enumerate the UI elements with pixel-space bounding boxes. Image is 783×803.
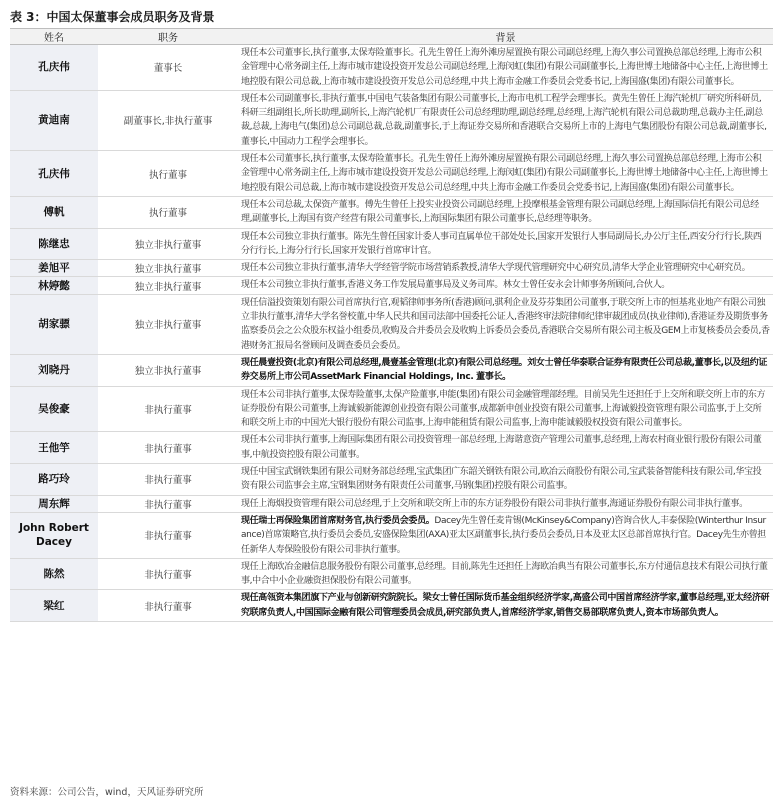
- member-name: 王他竽: [10, 432, 98, 464]
- member-background: 现任本公司董事长,执行董事,太保寿险董事长。孔先生曾任上海外滩房屋置换有限公司副总经理,上海久事公司置换总部总经理,上海市公积金管理中心常务副主任,上海市城市建设投资开发总公司副总经理,上海闵虹(集团)有限公司副董事长,上海世博土地储备中心主任,上海世博土地控股有限公司总裁,上海市城市建设投资开发总公司总经理,中共上海市金融工作委员会党委书记,上海国盛(集团)有限公司董事长。: [238, 151, 773, 197]
- header-role: 职务: [98, 29, 238, 45]
- background-lead: 现任瑞士再保险集团首席财务官,执行委员会委员。: [241, 515, 435, 526]
- member-role: 非执行董事: [98, 512, 238, 558]
- member-name: 梁红: [10, 590, 98, 622]
- member-background: 现任本公司董事长,执行董事,太保寿险董事长。孔先生曾任上海外滩房屋置换有限公司副总经理,上海久事公司置换总部总经理,上海市公积金管理中心常务副主任,上海市城市建设投资开发总公司副总经理,上海闵虹(集团)有限公司副董事长,上海世博土地储备中心主任,上海世博土地控股有限公司总裁,上海市城市建设投资开发总公司总经理,中共上海市金融工作委员会党委书记,上海国盛(集团)有限公司董事长。: [238, 45, 773, 91]
- member-name: 陈继忠: [10, 228, 98, 260]
- member-name: 黄迪南: [10, 90, 98, 150]
- board-members-table: [10, 28, 773, 622]
- member-role: 执行董事: [98, 151, 238, 197]
- member-background: 现任上海烟投资管理有限公司总经理,于上交所和联交所上市的东方证券股份有限公司非执行董事,海通证券股份有限公司非执行董事。: [238, 495, 773, 512]
- member-role: 独立非执行董事: [98, 277, 238, 294]
- table-row: [10, 512, 773, 558]
- table-row: [10, 495, 773, 512]
- member-role: 副董事长,非执行董事: [98, 90, 238, 150]
- member-role: 董事长: [98, 45, 238, 91]
- member-background: 现任本公司独立非执行董事,香港义务工作发展局董事局及义务司库。林女士曾任安永会计师事务所顾问,合伙人。: [238, 277, 773, 294]
- table-row: [10, 90, 773, 150]
- member-role: 执行董事: [98, 196, 238, 228]
- member-background: 现任本公司非执行董事,上海国际集团有限公司投资管理一部总经理,上海谐意资产管理公司董事,总经理,上海农村商业银行股份有限公司董事,中航投资控股有限公司董事。: [238, 432, 773, 464]
- member-background: 现任本公司总裁,太保资产董事。傅先生曾任上投实业投资公司副总经理,上投摩根基金管理有限公司副总经理,上海国际信托有限公司总经理,副董事长,上海国有资产经营有限公司董事长,上海国际集团有限公司董事长,总经理等职务。: [238, 196, 773, 228]
- table-row: [10, 45, 773, 91]
- member-background: 现任信溢投资策划有限公司首席执行官,观韬律师事务所(香港)顾问,骐利企业及芬芬集团公司董事,于联交所上市的恒基兆业地产有限公司独立非执行董事,清华大学名誉校董,中华人民共和国司法部中国委托公证人,香港终审法院律师纪律审裁团成员(执业律师),香港证券及期货事务监察委员会之公众股东权益小组委员,收购及合并委员会及收购上诉委员会委员,香港联合交易所有限公司主板及GEM上市复核委员会委员,香港财务汇报局名誉顾问及调查委员会委员。: [238, 294, 773, 354]
- table-row: [10, 432, 773, 464]
- member-role: 独立非执行董事: [98, 354, 238, 386]
- member-background: 现任本公司独立非执行董事,清华大学经管学院市场营销系教授,清华大学现代管理研究中心研究员,清华大学企业管理研究中心研究员。: [238, 260, 773, 277]
- member-role: 独立非执行董事: [98, 228, 238, 260]
- member-name: John Robert Dacey: [10, 512, 98, 558]
- member-role: 非执行董事: [98, 590, 238, 622]
- table-row: [10, 558, 773, 590]
- member-background: 现任本公司非执行董事,太保寿险董事,太保产险董事,申能(集团)有限公司金融管理部经理。目前吴先生还担任于上交所和联交所上市的东方证券股份有限公司董事,上海诚毅新能源创业投资有限公司董事,成都新申创业投资有限公司董事,上海诚毅投资管理有限公司监事,于上交所和联交所上市的中国光大银行股份有限公司监事,上海申能租赁有限公司监事,上海申能诚毅股权投资有限公司董事长。: [238, 386, 773, 432]
- table-row: [10, 277, 773, 294]
- member-role: 非执行董事: [98, 386, 238, 432]
- table-header-row: [10, 29, 773, 45]
- member-background: 现任中国宝武钢铁集团有限公司财务部总经理,宝武集团广东韶关钢铁有限公司,欧冶云商股份有限公司,宝武装备智能科技有限公司,华宝投资有限公司监事会主席,宝钢集团财务有限责任公司董事,马钢(集团)控股有限公司监事。: [238, 464, 773, 496]
- member-background: 现任本公司副董事长,非执行董事,中国电气装备集团有限公司董事长,上海市电机工程学会理事长。黄先生曾任上海汽轮机厂研究所科研员,科研三组副组长,所长助理,副所长,上海汽轮机厂有限责任公司总经理助理,副总经理,总经理,上海汽轮机有限公司总裁助理,总裁办主任,副总裁,总裁,上海电气(集团)总公司副总裁,总裁,副董事长,于上海证券交易所和香港联合交易所上市的上海电气集团股份有限公司总裁,副董事长,董事长,中国动力工程学会理事长。: [238, 90, 773, 150]
- member-name: 路巧玲: [10, 464, 98, 496]
- member-background: 现任上海欧冶金融信息服务股份有限公司董事,总经理。目前,陈先生还担任上海欧冶典当有限公司董事长,东方付通信息技术有限公司执行董事,中合中小企业融资担保股份有限公司董事。: [238, 558, 773, 590]
- background-rest: Dacey先生曾任麦肯锡(McKinsey&Company)咨询合伙人,丰泰保险(Winterthur Insurance)首席策略官,执行委员会委员,安盛保险集团(AXA)亚太区副董事长,执行委员会委员,日本及亚太区总部首席执行官。Dacey先生亦曾担任新华人寿保险股份有限公司非执行董事。: [241, 515, 766, 555]
- table-row: [10, 464, 773, 496]
- table-row: [10, 151, 773, 197]
- member-background: [238, 512, 773, 558]
- member-name: 周东辉: [10, 495, 98, 512]
- table-row: [10, 228, 773, 260]
- member-role: 非执行董事: [98, 495, 238, 512]
- member-name: 孔庆伟: [10, 45, 98, 91]
- member-name: 孔庆伟: [10, 151, 98, 197]
- member-name: 姜旭平: [10, 260, 98, 277]
- member-name: 傅帆: [10, 196, 98, 228]
- table-row: [10, 196, 773, 228]
- table-row: [10, 294, 773, 354]
- table-row: [10, 590, 773, 622]
- table-row: [10, 260, 773, 277]
- source-note: 资料来源：公司公告，wind，天风证券研究所: [10, 787, 204, 798]
- header-name: 姓名: [10, 29, 98, 45]
- member-name: 胡家骠: [10, 294, 98, 354]
- member-background: 现任晨壹投资(北京)有限公司总经理,晨壹基金管理(北京)有限公司总经理。刘女士曾任华泰联合证券有限责任公司总裁,董事长,以及纽约证券交易所上市公司AssetMark Financial Holdings, Inc. 董事长。: [238, 354, 773, 386]
- table-row: [10, 386, 773, 432]
- member-name: 陈然: [10, 558, 98, 590]
- table-row: [10, 354, 773, 386]
- member-role: 非执行董事: [98, 432, 238, 464]
- header-background: 背景: [238, 29, 773, 45]
- member-role: 独立非执行董事: [98, 294, 238, 354]
- member-name: 刘晓丹: [10, 354, 98, 386]
- member-name: 林婷懿: [10, 277, 98, 294]
- member-role: 非执行董事: [98, 464, 238, 496]
- table-caption: 表 3：中国太保董事会成员职务及背景: [10, 10, 215, 24]
- member-role: 独立非执行董事: [98, 260, 238, 277]
- member-background: 现任本公司独立非执行董事。陈先生曾任国家计委人事司直属单位干部处处长,国家开发银行人事局副局长,办公厅主任,西安分行行长,陕西分行行长,上海分行行长,国家开发银行首席审计官。: [238, 228, 773, 260]
- member-role: 非执行董事: [98, 558, 238, 590]
- member-background: 现任高瓴资本集团旗下产业与创新研究院院长。梁女士曾任国际货币基金组织经济学家,高盛公司中国首席经济学家,董事总经理,亚太经济研究联席负责人,中国国际金融有限公司管理委员会成员,研究部负责人,首席经济学家,销售交易部联席负责人,资本市场部负责人。: [238, 590, 773, 622]
- member-name: 吴俊豪: [10, 386, 98, 432]
